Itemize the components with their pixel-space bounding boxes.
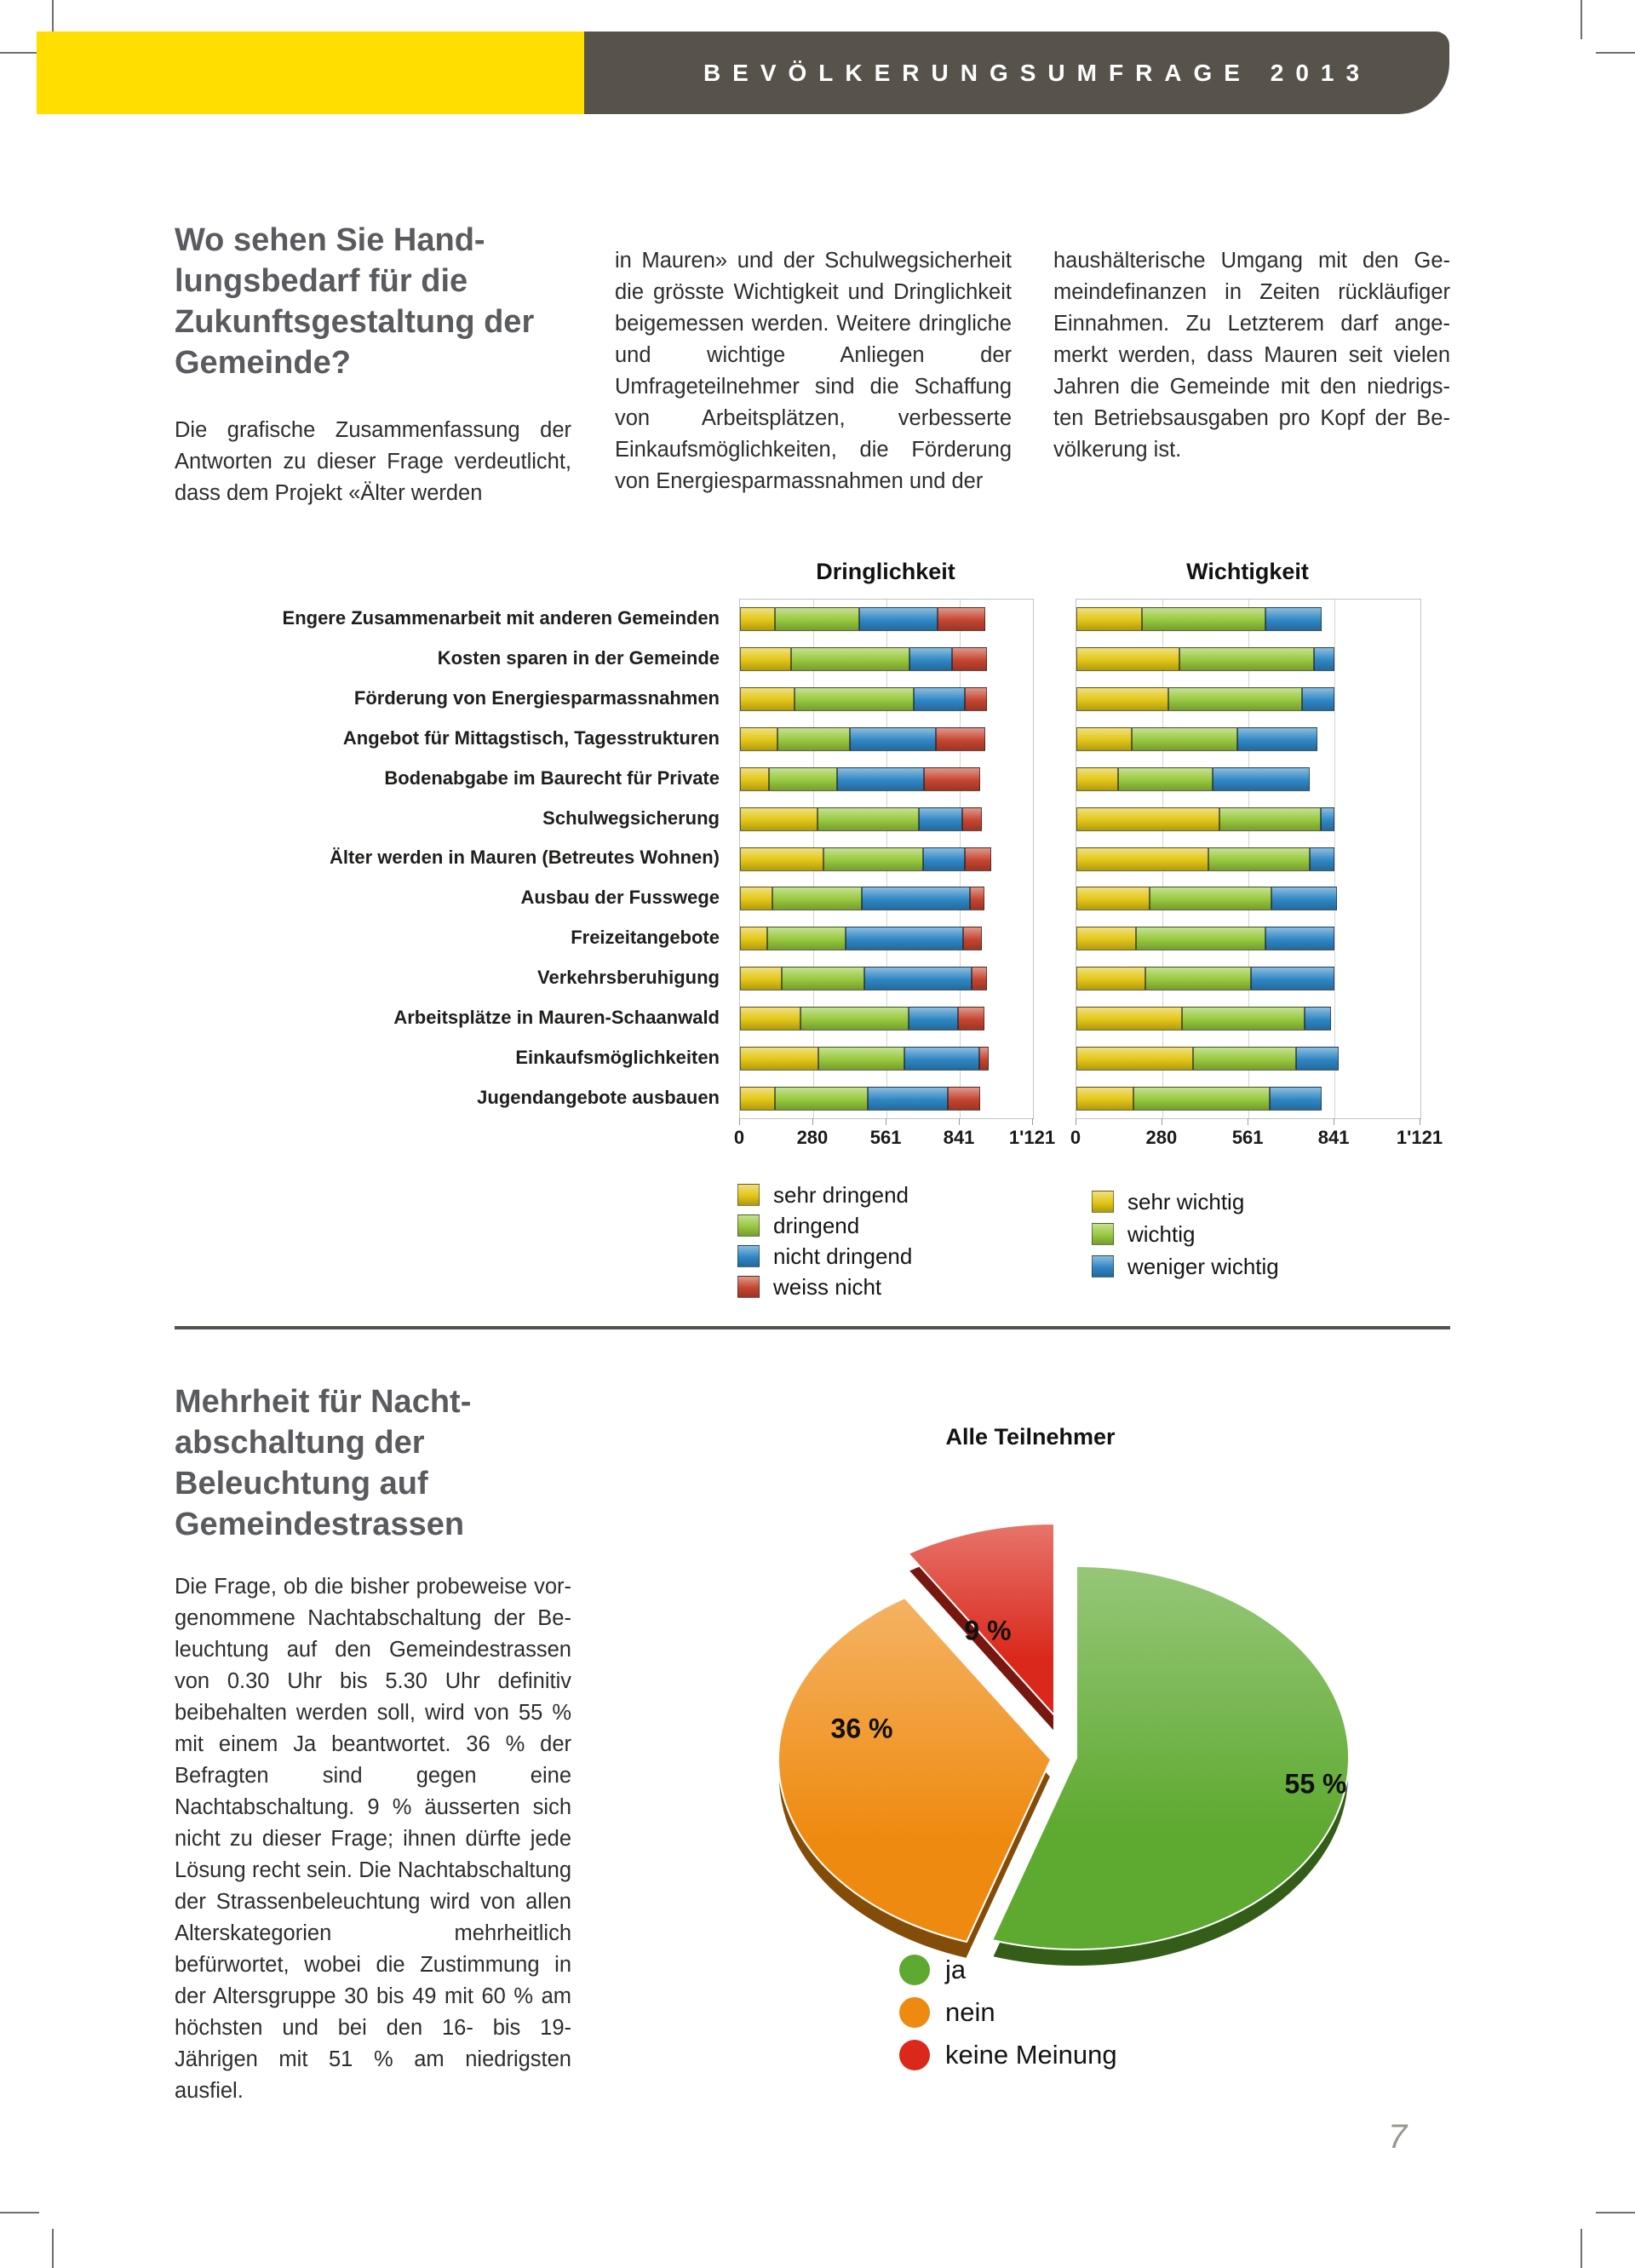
bar-segment	[1150, 887, 1271, 910]
bar-segment	[1265, 607, 1322, 631]
bar-row	[740, 767, 1033, 791]
section1-column2: in Mauren» und der Schulwegsicherheit die grösste Wichtigkeit und Dringlichkeit beigemessen werden. Weitere dringliche und wichtige Anliegen der Umfrageteilnehmer sind die Schaffung von Arbeitsplätzen, verbesserte Einkaufsmöglichkeiten, die Förderung von Energiesparmassnahmen und der	[615, 249, 1012, 493]
legend-item	[1092, 1255, 1279, 1278]
nein-swatch	[899, 1997, 930, 2028]
bar-segment	[972, 967, 987, 990]
bar-row	[1076, 847, 1420, 871]
bar-segment	[769, 767, 837, 791]
bar-row	[740, 887, 1033, 910]
bar-segment	[938, 607, 986, 631]
bar-segment	[1208, 847, 1310, 871]
bar-segment	[740, 847, 823, 871]
bar-row	[1076, 807, 1420, 831]
bar-row	[1076, 607, 1420, 631]
bar-segment	[1076, 887, 1150, 910]
bar-row	[1076, 887, 1420, 910]
bar-row	[740, 1087, 1033, 1111]
crop-mark	[0, 2212, 39, 2213]
bar-segment	[1076, 807, 1219, 831]
bar-segment	[740, 807, 818, 831]
axis-tick-label: 0	[733, 1127, 745, 1148]
bar-segment	[962, 807, 982, 831]
bar-row	[1076, 647, 1420, 671]
bar-row	[740, 647, 1033, 671]
bar-row	[1076, 1007, 1420, 1031]
legend-label: nein	[945, 1997, 995, 2027]
axis-tick-label: 0	[1070, 1127, 1081, 1148]
legend-label: weiss nicht	[773, 1273, 882, 1300]
bar-segment	[862, 887, 970, 910]
section1-column3: haushälterische Umgang mit den Gemeindefinanzen in Zeiten rückläufiger Einnahmen. Zu Letzterem darf angemerkt werden, dass Mauren seit vielen Jahren die Gemeinde mit den niedrigsten Betriebsausgaben pro Kopf der Bevölkerung ist.	[1053, 249, 1450, 462]
bar-segment	[1237, 727, 1317, 751]
category-label: Kosten sparen in der Gemeinde	[437, 647, 720, 669]
chart-title-wichtigkeit: Wichtigkeit	[1186, 559, 1309, 584]
bar-row	[740, 967, 1033, 990]
bar-row	[1076, 687, 1420, 711]
bar-chart-category-labels	[175, 599, 720, 1117]
crop-mark	[0, 52, 39, 54]
bar-segment	[1076, 1047, 1193, 1071]
bar-segment	[1265, 927, 1334, 950]
bar-segment	[970, 887, 984, 910]
bar-segment	[1076, 687, 1168, 711]
bar-segment	[772, 887, 861, 910]
bar-segment	[1076, 847, 1208, 871]
bar-segment	[1076, 647, 1179, 671]
nicht-dringend-swatch	[737, 1245, 760, 1267]
wichtigkeit-x-axis	[1070, 1118, 1443, 1161]
bar-segment	[864, 967, 972, 990]
legend-item	[899, 1949, 1117, 1991]
bar-segment	[740, 1087, 775, 1111]
legend-item	[899, 1991, 1117, 2034]
category-label: Förderung von Energiesparmassnahmen	[353, 687, 720, 709]
bar-segment	[767, 927, 846, 950]
bar-segment	[936, 727, 985, 751]
bar-segment	[1310, 847, 1334, 871]
bar-segment	[740, 1007, 800, 1031]
bar-row	[740, 847, 1033, 871]
section1-column1: Die grafische Zusammenfassung der Antworten zu dieser Frage verdeutlicht, dass dem Projekt «Älter werden	[175, 418, 571, 505]
bar-segment	[914, 687, 965, 711]
sehr-wichtig-swatch	[1092, 1191, 1114, 1213]
category-label: Freizeitangebote	[571, 927, 720, 949]
category-label: Verkehrsberuhigung	[537, 967, 720, 989]
bar-segment	[1168, 687, 1302, 711]
bar-segment	[837, 767, 925, 791]
legend-item	[899, 2034, 1117, 2076]
legend-label: keine Meinung	[945, 2040, 1117, 2070]
page-title: BEVÖLKERUNGSUMFRAGE 2013	[703, 59, 1372, 86]
bar-segment	[1271, 887, 1337, 910]
axis-tick	[959, 1118, 960, 1125]
bar-segment	[740, 887, 772, 910]
header-yellow-band	[37, 32, 584, 114]
bar-segment	[823, 847, 923, 871]
wichtigkeit-plot-area	[1076, 599, 1421, 1119]
dringend-swatch	[737, 1214, 760, 1237]
bar-segment	[740, 967, 782, 990]
legend-label: sehr dringend	[773, 1181, 909, 1208]
bar-segment	[777, 727, 849, 751]
legend-label: wichtig	[1127, 1220, 1196, 1247]
axis-tick-label: 280	[1145, 1127, 1178, 1148]
wichtigkeit-legend	[1092, 1188, 1279, 1288]
legend-item	[1092, 1220, 1279, 1247]
legend-label: ja	[945, 1955, 967, 1984]
legend-label: dringend	[773, 1212, 860, 1238]
category-label: Arbeitsplätze in Mauren-Schaanwald	[393, 1006, 720, 1028]
bar-segment	[1305, 1007, 1331, 1031]
category-label: Älter werden in Mauren (Betreutes Wohnen)	[330, 847, 720, 869]
crop-mark	[52, 2229, 54, 2268]
axis-tick-label: 561	[1231, 1127, 1264, 1148]
category-label: Ausbau der Fusswege	[520, 887, 720, 909]
legend-item	[737, 1181, 912, 1208]
weniger-wichtig-swatch	[1092, 1255, 1114, 1278]
legend-label: weniger wichtig	[1127, 1253, 1279, 1279]
bar-segment	[1142, 607, 1265, 631]
bar-segment	[1321, 807, 1334, 831]
bar-segment	[800, 1007, 909, 1031]
bar-segment	[795, 687, 914, 711]
bar-segment	[1076, 727, 1132, 751]
bar-segment	[740, 767, 769, 791]
bar-segment	[924, 767, 980, 791]
bar-segment	[1076, 767, 1118, 791]
category-label: Einkaufsmöglichkeiten	[515, 1046, 720, 1068]
bar-segment	[909, 647, 951, 671]
crop-mark	[1596, 52, 1635, 54]
bar-segment	[1314, 647, 1334, 671]
axis-tick	[812, 1118, 813, 1125]
bar-segment	[958, 1007, 984, 1031]
bar-segment	[1118, 767, 1213, 791]
legend-item	[737, 1214, 912, 1237]
bar-segment	[740, 607, 775, 631]
bar-segment	[1076, 1007, 1182, 1031]
category-label: Jugendangebote ausbauen	[477, 1086, 720, 1108]
bar-segment	[1179, 647, 1315, 671]
bar-segment	[948, 1087, 980, 1111]
bar-row	[1076, 727, 1420, 751]
axis-tick	[1032, 1118, 1033, 1125]
legend-item	[737, 1273, 912, 1300]
dringlichkeit-plot-area	[739, 599, 1034, 1119]
bar-segment	[1219, 807, 1321, 831]
chart-title-dringlichkeit: Dringlichkeit	[816, 559, 955, 584]
axis-tick	[739, 1118, 740, 1125]
category-label: Angebot für Mittagstisch, Tagesstrukturen	[342, 726, 720, 749]
axis-tick-label: 841	[1317, 1127, 1350, 1148]
axis-tick-label: 841	[943, 1127, 975, 1148]
bar-segment	[850, 727, 936, 751]
category-label: Bodenabgabe im Baurecht für Private	[384, 767, 720, 789]
bar-row	[740, 807, 1033, 831]
axis-tick-label: 280	[796, 1127, 829, 1148]
bar-segment	[1076, 607, 1142, 631]
section-divider	[175, 1326, 1450, 1329]
legend-label: nicht dringend	[773, 1243, 913, 1269]
axis-tick-label: 1'121	[1396, 1127, 1443, 1148]
bar-segment	[791, 647, 910, 671]
crop-mark	[1596, 2212, 1635, 2213]
crop-mark	[1580, 0, 1582, 39]
pie-slice-label: 55 %	[1284, 1768, 1347, 1800]
bar-segment	[1213, 767, 1310, 791]
dringlichkeit-legend	[737, 1181, 913, 1306]
bar-row	[740, 1007, 1033, 1031]
bar-row	[1076, 967, 1420, 990]
pie-slice-label: 36 %	[830, 1713, 893, 1744]
bar-segment	[904, 1047, 978, 1071]
bar-segment	[868, 1087, 948, 1111]
bar-segment	[963, 927, 981, 950]
legend-label: sehr wichtig	[1127, 1188, 1245, 1214]
keine-meinung-swatch	[899, 2040, 930, 2070]
bar-segment	[952, 647, 987, 671]
page-number: 7	[1388, 2118, 1408, 2156]
bar-row	[740, 727, 1033, 751]
dringlichkeit-x-axis	[733, 1118, 1056, 1161]
bar-segment	[740, 647, 791, 671]
bar-row	[740, 687, 1033, 711]
pie-chart-title: Alle Teilnehmer	[945, 1424, 1116, 1450]
bar-segment	[1145, 967, 1251, 990]
bar-segment	[1133, 1087, 1270, 1111]
bar-segment	[1270, 1087, 1322, 1111]
bar-segment	[965, 847, 991, 871]
axis-tick-label: 561	[869, 1127, 902, 1148]
section2-body: Die Frage, ob die bisher probeweise vorgenommene Nachtabschaltung der Beleuchtung auf den Gemeindestrassen von 0.30 Uhr bis 5.30 Uhr definitiv beibehalten werden soll, wird von 55 % mit einem Ja beantwortet. 36 % der Befragten sind gegen eine Nachtabschaltung. 9 % äusserten sich nicht zu dieser Frage; ihnen dürfte jede Lösung recht sein. Die Nachtabschaltung der Strassenbeleuchtung wird von allen Alterskategorien mehrheitlich befürwortet, wobei die Zustimmung in der Altersgruppe 30 bis 49 mit 60 % am höchsten und bei den 16- bis 19-Jährigen mit 51 % am niedrigsten ausfiel.	[175, 1575, 571, 2103]
bar-row	[1076, 1087, 1420, 1111]
bar-segment	[1076, 1087, 1133, 1111]
axis-tick-label: 1'121	[1008, 1127, 1056, 1148]
bar-row	[740, 927, 1033, 950]
bar-segment	[979, 1047, 989, 1071]
wichtig-swatch	[1092, 1223, 1114, 1245]
ja-swatch	[899, 1955, 930, 1985]
bar-segment	[775, 1087, 868, 1111]
bar-segment	[919, 807, 962, 831]
bar-row	[740, 607, 1033, 631]
bar-segment	[1193, 1047, 1296, 1071]
legend-item	[1092, 1188, 1279, 1214]
weiss-nicht-swatch	[737, 1276, 760, 1298]
bar-segment	[859, 607, 938, 631]
bar-segment	[1302, 687, 1334, 711]
bar-segment	[818, 807, 920, 831]
bar-segment	[782, 967, 864, 990]
sehr-dringend-swatch	[737, 1184, 760, 1206]
bar-segment	[740, 927, 767, 950]
bar-row	[1076, 927, 1420, 950]
bar-segment	[740, 727, 777, 751]
bar-segment	[909, 1007, 958, 1031]
bar-row	[1076, 1047, 1420, 1071]
section2-heading: Mehrheit für Nacht- abschaltung der Beleuchtung auf Gemeindestrassen	[175, 1384, 472, 1542]
bar-segment	[1251, 967, 1334, 990]
legend-item	[737, 1245, 912, 1267]
bar-segment	[1296, 1047, 1339, 1071]
bar-segment	[1182, 1007, 1305, 1031]
bar-segment	[818, 1047, 904, 1071]
pie-slice-label: 9 %	[964, 1615, 1012, 1646]
section1-heading: Wo sehen Sie Hand- lungsbedarf für die Zukunftsgestaltung der Gemeinde?	[175, 222, 535, 381]
crop-mark	[1580, 2229, 1582, 2268]
bar-segment	[846, 927, 963, 950]
bar-segment	[740, 1047, 818, 1071]
bar-segment	[923, 847, 965, 871]
bar-segment	[740, 687, 795, 711]
pie-legend	[899, 1949, 1117, 2076]
bar-segment	[775, 607, 858, 631]
bar-segment	[1076, 927, 1136, 950]
bar-segment	[965, 687, 987, 711]
bar-row	[740, 1047, 1033, 1071]
category-label: Engere Zusammenarbeit mit anderen Gemeinden	[282, 607, 720, 629]
header-title-band	[584, 32, 1449, 114]
bar-segment	[1076, 967, 1145, 990]
bar-row	[1076, 767, 1420, 791]
bar-segment	[1132, 727, 1237, 751]
bar-segment	[1136, 927, 1265, 950]
category-label: Schulwegsicherung	[542, 807, 720, 829]
